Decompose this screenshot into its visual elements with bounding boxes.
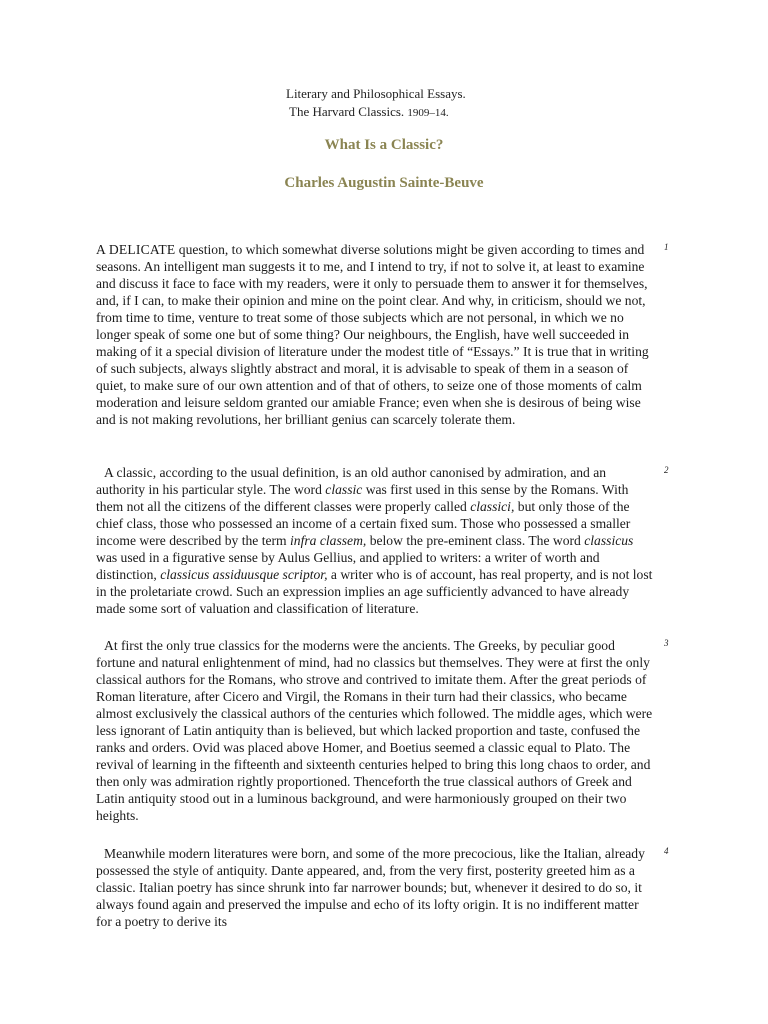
- p2-text-2: was first used in this sense by the Romans. With them not all the citizens of the different classes were properly called: [96, 481, 629, 514]
- p2-text-5: was used in a figurative sense by Aulus Gellius, and applied to writers: a writer of worth and distinction,: [96, 549, 600, 582]
- header-line-2: [289, 104, 449, 120]
- header-line-1: Literary and Philosophical Essays.: [286, 86, 466, 101]
- p2-text-3: but only those of the chief class, those who possessed an income of a certain fixed sum. Those who possessed a smaller income were described by the term: [96, 498, 631, 548]
- p2-italic-1: classic: [325, 481, 363, 497]
- p2-italic-3: infra classem,: [290, 532, 367, 548]
- p2-text-4: below the pre-eminent class. The word: [366, 532, 585, 548]
- paragraph-3: [96, 638, 656, 824]
- paragraph-2: [96, 465, 656, 618]
- p2-text-6: a writer who is of account, has real property, and is not lost in the proletariate crowd. Such an expression implies an age sufficiently advanced to have already made some sort of valuation and classification of literature.: [96, 566, 653, 616]
- paragraph-number-3: 3: [664, 638, 669, 648]
- paragraph-3-text: At first the only true classics for the moderns were the ancients. The Greeks, by peculiar good fortune and natural enlightenment of mind, had no classics but themselves. They were at first the only classical authors for the Romans, who strove and contrived to imitate them. After the great periods of Roman literature, after Cicero and Virgil, the Romans in their turn had their classics, who became almost exclusively the classical authors of the centuries which followed. The middle ages, which were less ignorant of Latin antiquity than is believed, but which lacked proportion and taste, confused the ranks and orders. Ovid was placed above Homer, and Boetius seemed a classic equal to Plato. The revival of learning in the fifteenth and sixteenth centuries helped to bring this long chaos to order, and then only was admiration rightly proportioned. Thenceforth the true classical authors of Greek and Latin antiquity stood out in a luminous background, and were harmoniously grouped on their two heights.: [96, 638, 653, 823]
- author-name: Charles Augustin Sainte-Beuve: [284, 175, 484, 191]
- header-years: 1909–14.: [407, 107, 449, 119]
- p2-italic-2: classici,: [470, 498, 515, 514]
- paragraph-1: [96, 242, 656, 428]
- p2-italic-4: classicus: [584, 532, 634, 548]
- paragraph-number-1: 1: [664, 242, 669, 252]
- paragraph-4: [96, 846, 656, 931]
- paragraph-1-text: question, to which somewhat diverse solutions might be given according to times and seasons. An intelligent man suggests it to me, and I intend to try, if not to solve it, at least to examine and discuss it face to face with my readers, were it only to persuade them to answer it for themselves, and, if I can, to make their opinion and mine on the point clear. And why, in criticism, should we not, from time to time, venture to treat some of those subjects which are not personal, in which we no longer speak of some one but of some thing? Our neighbours, the English, have well succeeded in making of it a special division of literature under the modest title of “Essays.” It is true that in writing of such subjects, always slightly abstract and moral, it is advisable to speak of them in a season of quiet, to make sure of our own attention and of that of others, to seize one of those moments of calm moderation and leisure seldom granted our amiable France; even when she is desirous of being wise and is not making revolutions, her brilliant genius can scarcely tolerate them.: [96, 242, 649, 427]
- essay-title: What Is a Classic?: [324, 137, 444, 153]
- paragraph-1-dropword: A DELICATE: [96, 242, 176, 257]
- paragraph-number-4: 4: [664, 846, 669, 856]
- paragraph-number-2: 2: [664, 465, 669, 475]
- p2-italic-5: classicus assiduusque scriptor,: [160, 566, 328, 582]
- paragraph-4-text: Meanwhile modern literatures were born, and some of the more precocious, like the Italian, already possessed the style of antiquity. Dante appeared, and, from the very first, posterity greeted him as a classic. Italian poetry has since shrunk into far narrower bounds; but, whenever it desired to do so, it always found again and preserved the impulse and echo of its lofty origin. It is no indifferent matter for a poetry to derive its: [96, 846, 645, 929]
- p2-text-1: A classic, according to the usual definition, is an old author canonised by admiration, and an authority in his particular style. The word: [96, 465, 607, 497]
- header-series: The Harvard Classics.: [289, 104, 405, 119]
